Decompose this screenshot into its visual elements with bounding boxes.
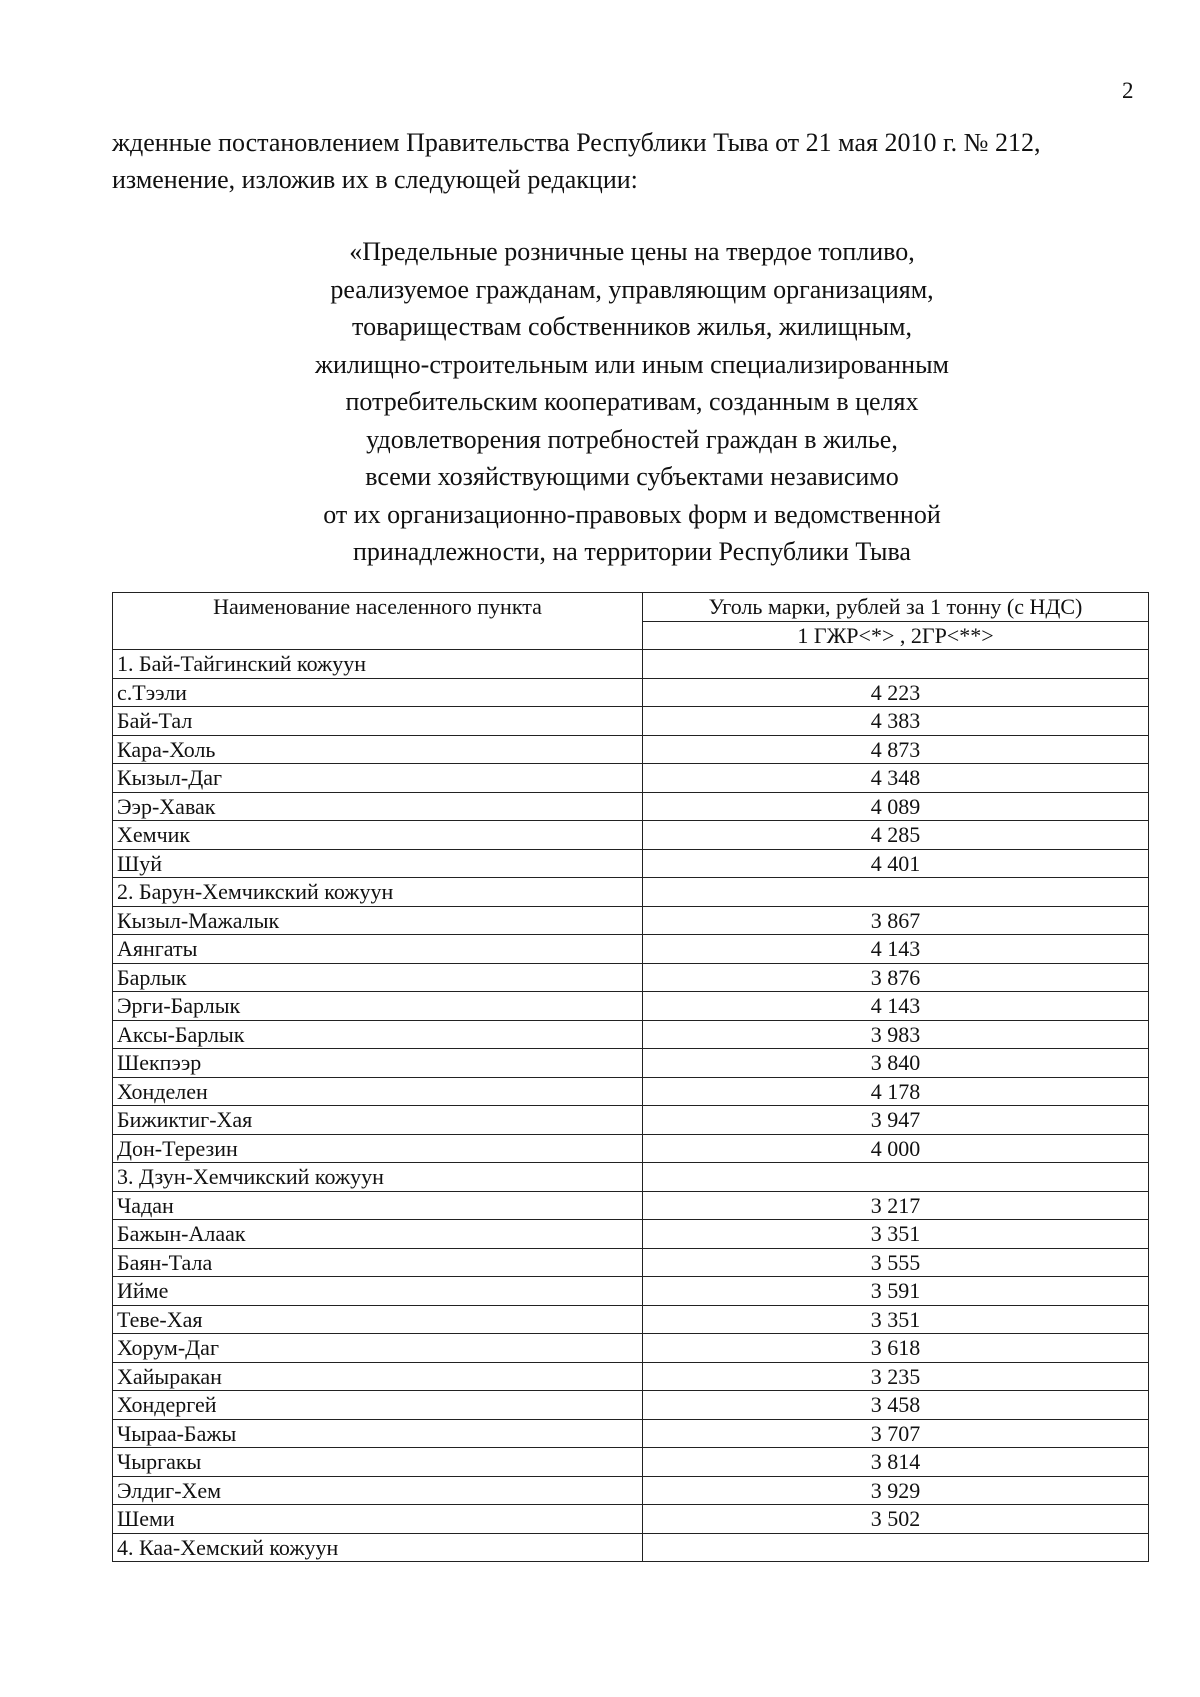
coal-price: 4 873 [643,735,1149,764]
coal-price: 3 876 [643,963,1149,992]
table-row [113,1191,1149,1220]
coal-price: 3 351 [643,1220,1149,1249]
table-row [113,764,1149,793]
settlement-name: Ээр-Хавак [113,792,643,821]
coal-price [643,650,1149,679]
coal-price: 4 178 [643,1077,1149,1106]
settlement-name: Аянгаты [113,935,643,964]
coal-price: 3 458 [643,1391,1149,1420]
table-row [113,678,1149,707]
coal-price: 3 618 [643,1334,1149,1363]
coal-price: 3 555 [643,1248,1149,1277]
table-row [113,1391,1149,1420]
title-line: от их организационно-правовых форм и ведомственной [323,499,941,529]
header-coal-price: Уголь марки, рублей за 1 тонну (с НДС) [643,593,1149,622]
coal-price: 3 814 [643,1448,1149,1477]
table-row [113,935,1149,964]
settlement-name: Шекпээр [113,1049,643,1078]
table-row [113,1533,1149,1562]
coal-price: 4 383 [643,707,1149,736]
coal-price: 4 285 [643,821,1149,850]
settlement-name: Шуй [113,849,643,878]
title-line: жилищно-строительным или иным специализированным [314,349,949,379]
settlement-name: Кызыл-Даг [113,764,643,793]
table-header-row [113,593,1149,622]
settlement-name: Бай-Тал [113,707,643,736]
table-row [113,1476,1149,1505]
settlement-name: Хайыракан [113,1362,643,1391]
table-row [113,1220,1149,1249]
settlement-name: 1. Бай-Тайгинский кожуун [113,650,643,679]
table-row [113,849,1149,878]
settlement-name: Чыргакы [113,1448,643,1477]
price-table [112,592,1149,1562]
table-row [113,963,1149,992]
settlement-name: Бижиктиг-Хая [113,1106,643,1135]
coal-price: 4 348 [643,764,1149,793]
table-row [113,1505,1149,1534]
settlement-name: с.Тээли [113,678,643,707]
title-line: реализуемое гражданам, управляющим организациям, [330,274,934,304]
table-row [113,735,1149,764]
table-row [113,1362,1149,1391]
title-line: всеми хозяйствующими субъектами независимо [365,462,899,491]
coal-price: 3 351 [643,1305,1149,1334]
coal-price: 3 502 [643,1505,1149,1534]
table-body [113,650,1149,1562]
intro-paragraph [112,124,1152,198]
settlement-name: Хемчик [113,821,643,850]
table-row [113,878,1149,907]
coal-price: 4 089 [643,792,1149,821]
table-row [113,906,1149,935]
table-row [113,650,1149,679]
table-row [113,1448,1149,1477]
settlement-name: Баян-Тала [113,1248,643,1277]
table-row [113,1305,1149,1334]
title-line: товариществам собственников жилья, жилищным, [352,312,912,341]
settlement-name: 3. Дзун-Хемчикский кожуун [113,1163,643,1192]
title-line: «Предельные розничные цены на твердое топливо, [349,237,915,266]
coal-price: 4 143 [643,992,1149,1021]
settlement-name: Кара-Холь [113,735,643,764]
table-row [113,1419,1149,1448]
table-row [113,1334,1149,1363]
coal-price [643,878,1149,907]
coal-price [643,1163,1149,1192]
settlement-name: 2. Барун-Хемчикский кожуун [113,878,643,907]
settlement-name: 4. Каа-Хемский кожуун [113,1533,643,1562]
settlement-name: Хонделен [113,1077,643,1106]
coal-price: 3 591 [643,1277,1149,1306]
settlement-name: Чыраа-Бажы [113,1419,643,1448]
coal-price: 4 143 [643,935,1149,964]
table-row [113,821,1149,850]
settlement-name: Чадан [113,1191,643,1220]
coal-price: 3 947 [643,1106,1149,1135]
table-row [113,1277,1149,1306]
coal-price: 4 000 [643,1134,1149,1163]
table-row [113,1163,1149,1192]
coal-price: 4 401 [643,849,1149,878]
coal-price: 3 840 [643,1049,1149,1078]
table-row [113,1049,1149,1078]
settlement-name: Шеми [113,1505,643,1534]
table-row [113,1248,1149,1277]
header-settlement-name: Наименование населенного пункта [113,593,643,650]
document-title [112,233,1152,571]
settlement-name: Кызыл-Мажалык [113,906,643,935]
header-coal-grade: 1 ГЖР<*> , 2ГР<**> [643,621,1149,650]
coal-price: 3 983 [643,1020,1149,1049]
table-row [113,1077,1149,1106]
settlement-name: Ийме [113,1277,643,1306]
table-row [113,1106,1149,1135]
title-line: потребительским кооперативам, созданным в целях [345,387,919,416]
title-line: удовлетворения потребностей граждан в жилье, [366,424,898,454]
settlement-name: Дон-Терезин [113,1134,643,1163]
coal-price: 3 217 [643,1191,1149,1220]
coal-price [643,1533,1149,1562]
coal-price: 4 223 [643,678,1149,707]
settlement-name: Барлык [113,963,643,992]
coal-price: 3 929 [643,1476,1149,1505]
coal-price: 3 707 [643,1419,1149,1448]
page-number: 2 [1122,78,1134,103]
table-row [113,1134,1149,1163]
intro-line: изменение, изложив их в следующей редакции: [112,165,638,194]
settlement-name: Элдиг-Хем [113,1476,643,1505]
table-row [113,1020,1149,1049]
settlement-name: Хондергей [113,1391,643,1420]
settlement-name: Хорум-Даг [113,1334,643,1363]
intro-line: жденные постановлением Правительства Республики Тыва от 21 мая 2010 г. № 212, [112,128,1041,157]
table-row [113,792,1149,821]
coal-price: 3 235 [643,1362,1149,1391]
title-line: принадлежности, на территории Республики Тыва [353,537,911,566]
table-row [113,992,1149,1021]
coal-price: 3 867 [643,906,1149,935]
settlement-name: Бажын-Алаак [113,1220,643,1249]
settlement-name: Аксы-Барлык [113,1020,643,1049]
settlement-name: Теве-Хая [113,1305,643,1334]
table-row [113,707,1149,736]
settlement-name: Эрги-Барлык [113,992,643,1021]
